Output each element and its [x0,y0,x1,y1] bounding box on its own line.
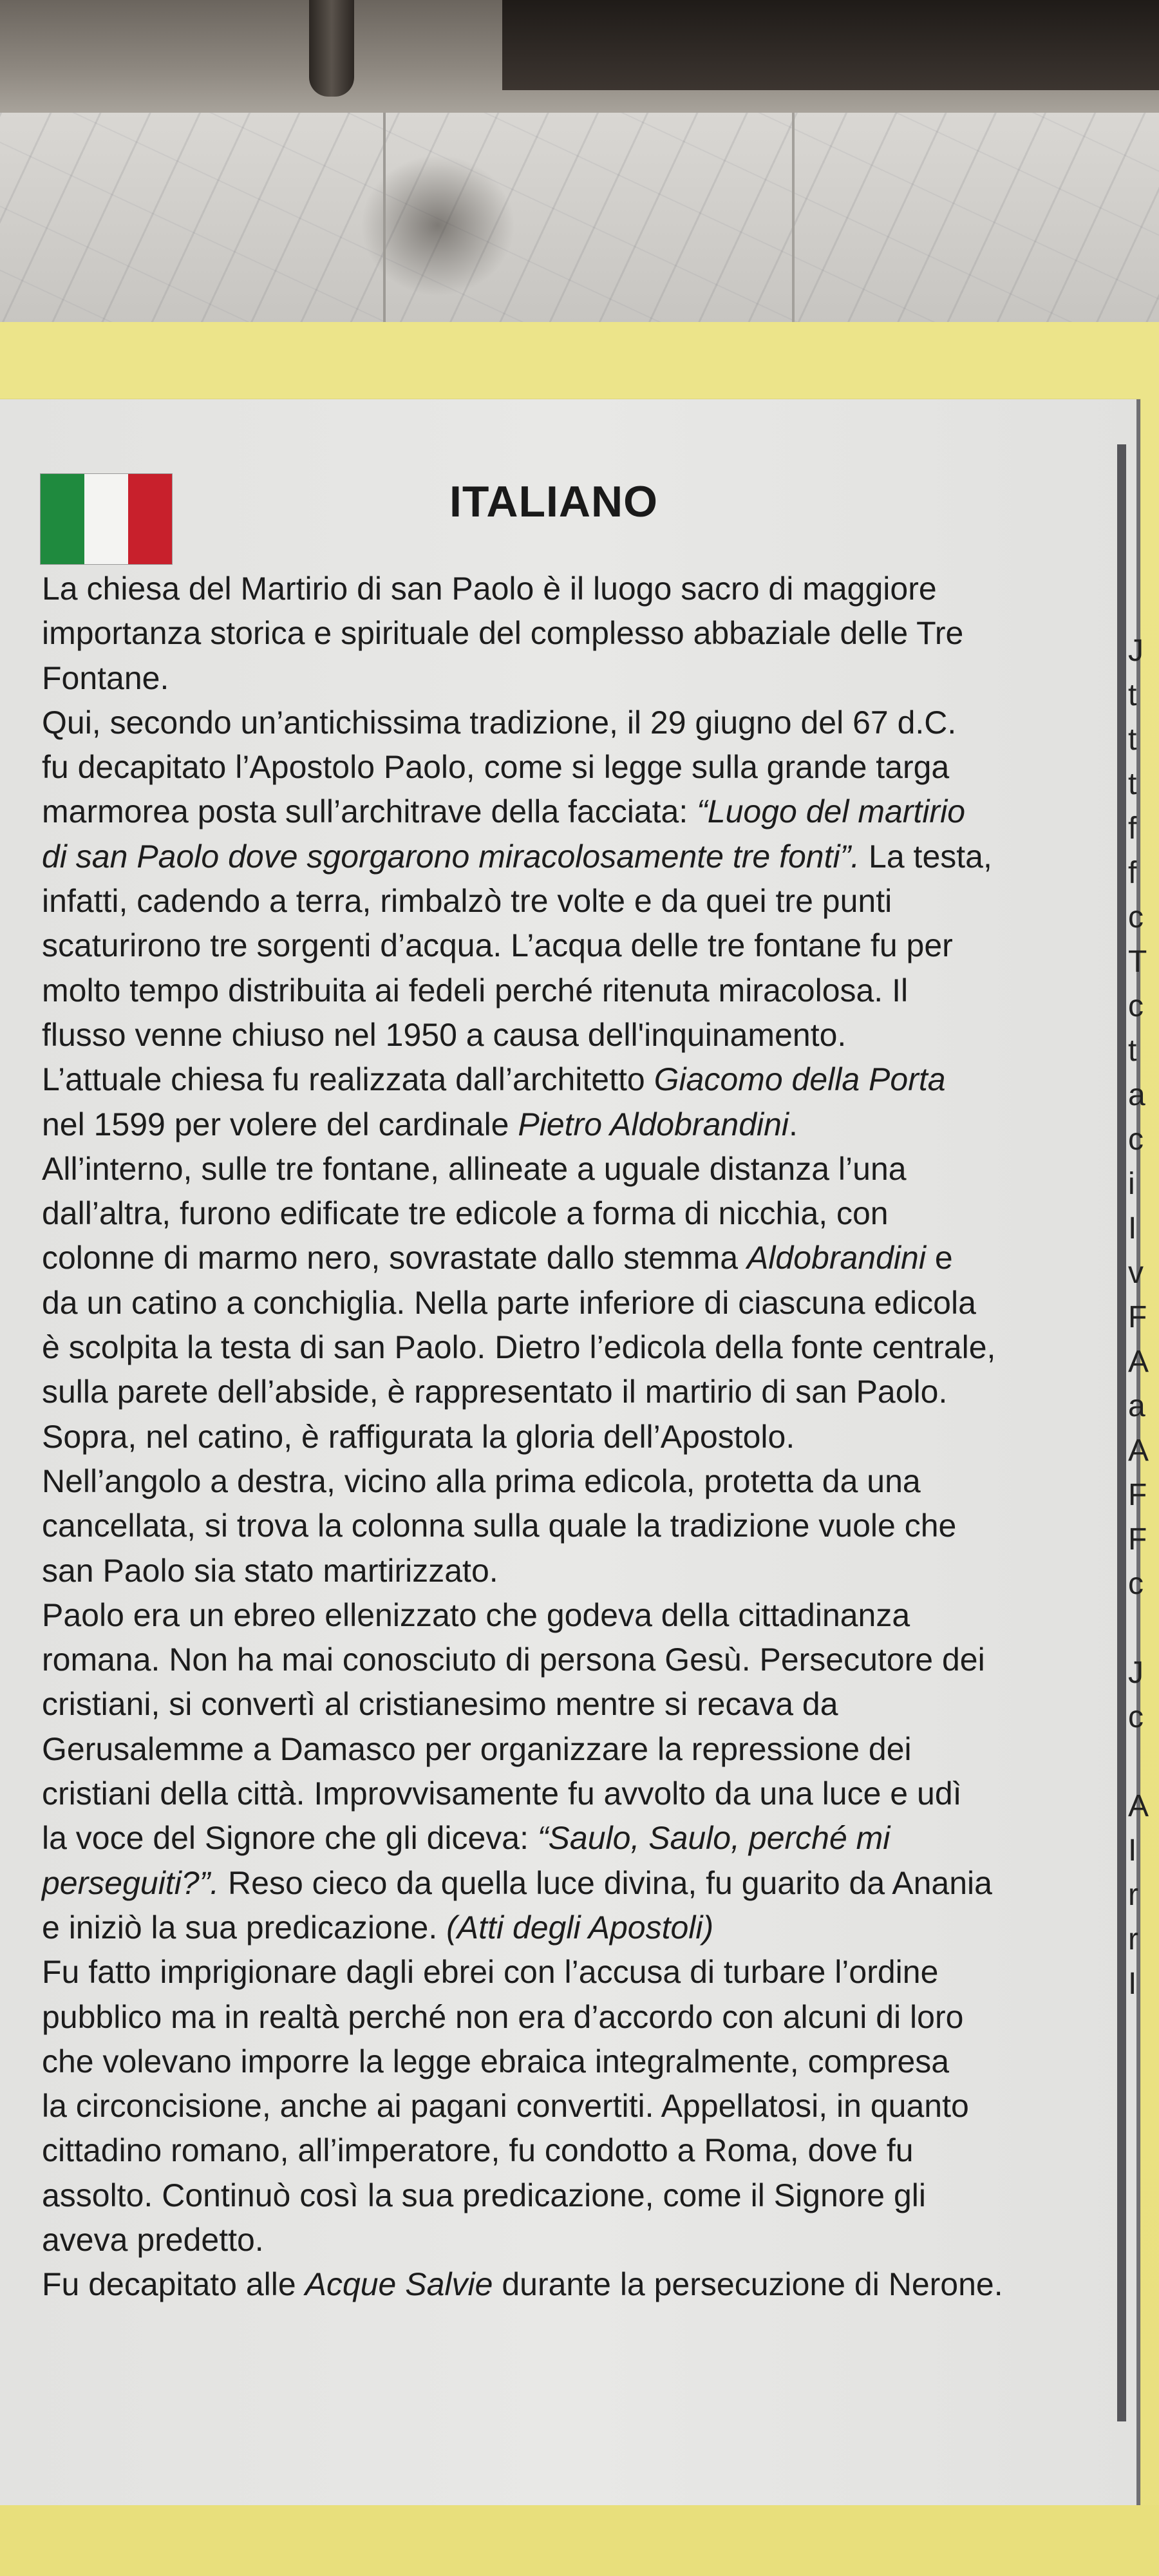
text-segment: marmorea posta sull’architrave della facciata: [42,793,697,830]
text-segment: la voce del Signore che gli diceva: [42,1820,538,1857]
text-segment: durante la persecuzione di Nerone. [493,2266,1003,2303]
text-line [42,1415,1091,1459]
adjacent-panel-text: J t t t f f c T c t a c i I v F A a A F F c J c A I r r I [1128,634,1149,2001]
text-line [42,923,1091,968]
text-line [42,1013,1091,1057]
text-segment: scaturirono tre sorgenti d’acqua. L’acqua delle tre fontane fu per [42,927,953,964]
text-segment: flusso venne chiuso nel 1950 a causa dell'inquinamento. [42,1016,847,1053]
text-segment: cittadino romano, all’imperatore, fu condotto a Roma, dove fu [42,2132,914,2169]
sign-body-text [42,567,1091,2307]
text-line [42,701,1091,745]
text-segment: cristiani, si convertì al cristianesimo mentre si recava da [42,1686,838,1723]
text-segment: è scolpita la testa di san Paolo. Dietro l’edicola della fonte centrale, [42,1329,996,1366]
text-segment: da un catino a conchiglia. Nella parte inferiore di ciascuna edicola [42,1284,976,1321]
text-line [42,567,1091,611]
italian-flag-icon [40,473,173,565]
text-line [42,790,1091,834]
text-segment: Qui, secondo un’antichissima tradizione, il 29 giugno del 67 d.C. [42,704,957,741]
text-line [42,1191,1091,1236]
text-segment: molto tempo distribuita ai fedeli perché ritenuta miracolosa. Il [42,972,909,1009]
text-line [42,2262,1091,2307]
flag-red-stripe [128,474,172,564]
flag-green-stripe [41,474,84,564]
text-line [42,835,1091,879]
text-line [42,656,1091,701]
text-line [42,1727,1091,1772]
italic-text: Acque Salvie [305,2266,493,2303]
italic-text: “Luogo del martirio [697,793,965,830]
text-segment: la circoncisione, anche ai pagani convertiti. Appellatosi, in quanto [42,2088,969,2125]
marble-ledge [0,113,1159,335]
text-segment: Fu decapitato alle [42,2266,305,2303]
text-line [42,2040,1091,2084]
text-segment: nel 1599 per volere del cardinale [42,1106,518,1142]
text-segment: Fu fatto imprigionare dagli ebrei con l’accusa di turbare l’ordine [42,1954,939,1991]
text-segment: Reso cieco da quella luce divina, fu guarito da Anania [219,1864,992,1901]
text-segment: Paolo era un ebreo ellenizzato che godeva della cittadinanza [42,1596,910,1633]
italic-text: Giacomo della Porta [654,1061,946,1098]
text-segment: assolto. Continuò così la sua predicazione, come il Signore gli [42,2177,926,2213]
text-segment: e iniziò la sua predicazione. [42,1909,447,1946]
text-line [42,1638,1091,1682]
text-segment: La chiesa del Martirio di san Paolo è il luogo sacro di maggiore [42,571,937,607]
text-segment: Fontane. [42,659,169,696]
text-segment: importanza storica e spirituale del complesso abbaziale delle Tre [42,615,964,652]
text-line [42,1325,1091,1370]
text-segment: All’interno, sulle tre fontane, allineate a uguale distanza l’una [42,1150,907,1187]
text-segment: infatti, cadendo a terra, rimbalzò tre volte e da quei tre punti [42,883,892,920]
text-segment: e [925,1240,953,1276]
text-line [42,1906,1091,1950]
text-segment: aveva predetto. [42,2221,264,2258]
yellow-board-bottom [0,2505,1159,2576]
text-segment: colonne di marmo nero, sovrastate dallo stemma [42,1240,747,1276]
text-line [42,1549,1091,1593]
text-segment: Sopra, nel catino, è raffigurata la gloria dell’Apostolo. [42,1418,795,1455]
text-line [42,2084,1091,2128]
text-line [42,1459,1091,1504]
sign-heading: ITALIANO [449,477,659,526]
text-segment: san Paolo sia stato martirizzato. [42,1552,498,1589]
text-line [42,1103,1091,1147]
text-line [42,2218,1091,2262]
text-line [42,1057,1091,1102]
text-segment: Nell’angolo a destra, vicino alla prima edicola, protetta da una [42,1463,921,1499]
panel-divider [1117,444,1126,2421]
text-line [42,611,1091,656]
text-line [42,879,1091,923]
text-line [42,1593,1091,1638]
text-segment: pubblico ma in realtà perché non era d’accordo con alcuni di loro [42,1998,964,2035]
italic-text: Pietro Aldobrandini [518,1106,789,1142]
text-segment: cristiani della città. Improvvisamente fu avvolto da una luce e udì [42,1776,962,1812]
text-line [42,969,1091,1013]
text-line [42,1682,1091,1727]
text-line [42,1995,1091,2040]
text-segment: sulla parete dell’abside, è rappresentato il martirio di san Paolo. [42,1374,948,1410]
flag-white-stripe [84,474,128,564]
text-line [42,1816,1091,1861]
text-line [42,1147,1091,1191]
text-segment: fu decapitato l’Apostolo Paolo, come si legge sulla grande targa [42,749,950,786]
text-segment: cancellata, si trova la colonna sulla quale la tradizione vuole che [42,1508,957,1544]
metal-pipe [309,0,354,97]
text-line [42,1281,1091,1325]
text-segment: dall’altra, furono edificate tre edicole a forma di nicchia, con [42,1195,889,1232]
italic-text: Aldobrandini [746,1240,926,1276]
italic-text: di san Paolo dove sgorgarono miracolosamente tre fonti”. [42,838,860,875]
text-line [42,1950,1091,1994]
text-segment: L’attuale chiesa fu realizzata dall’architetto [42,1061,654,1098]
italic-text: perseguiti?”. [42,1864,220,1901]
text-segment: Gerusalemme a Damasco per organizzare la repressione dei [42,1730,912,1767]
text-segment: che volevano imporre la legge ebraica integralmente, compresa [42,2043,950,2079]
text-line [42,1504,1091,1548]
italic-text: “Saulo, Saulo, perché mi [537,1820,890,1857]
text-segment: . [789,1106,798,1142]
text-segment: romana. Non ha mai conosciuto di persona Gesù. Persecutore dei [42,1642,985,1678]
text-line [42,1772,1091,1816]
text-line [42,1861,1091,1906]
marble-seam [792,113,795,335]
text-line [42,1370,1091,1414]
text-line [42,745,1091,790]
text-line [42,1236,1091,1280]
text-segment: La testa, [860,838,992,875]
text-line [42,2174,1091,2218]
dark-block [502,0,1159,90]
italic-text: (Atti degli Apostoli) [446,1909,714,1946]
marble-seam [383,113,386,335]
text-line [42,2128,1091,2173]
